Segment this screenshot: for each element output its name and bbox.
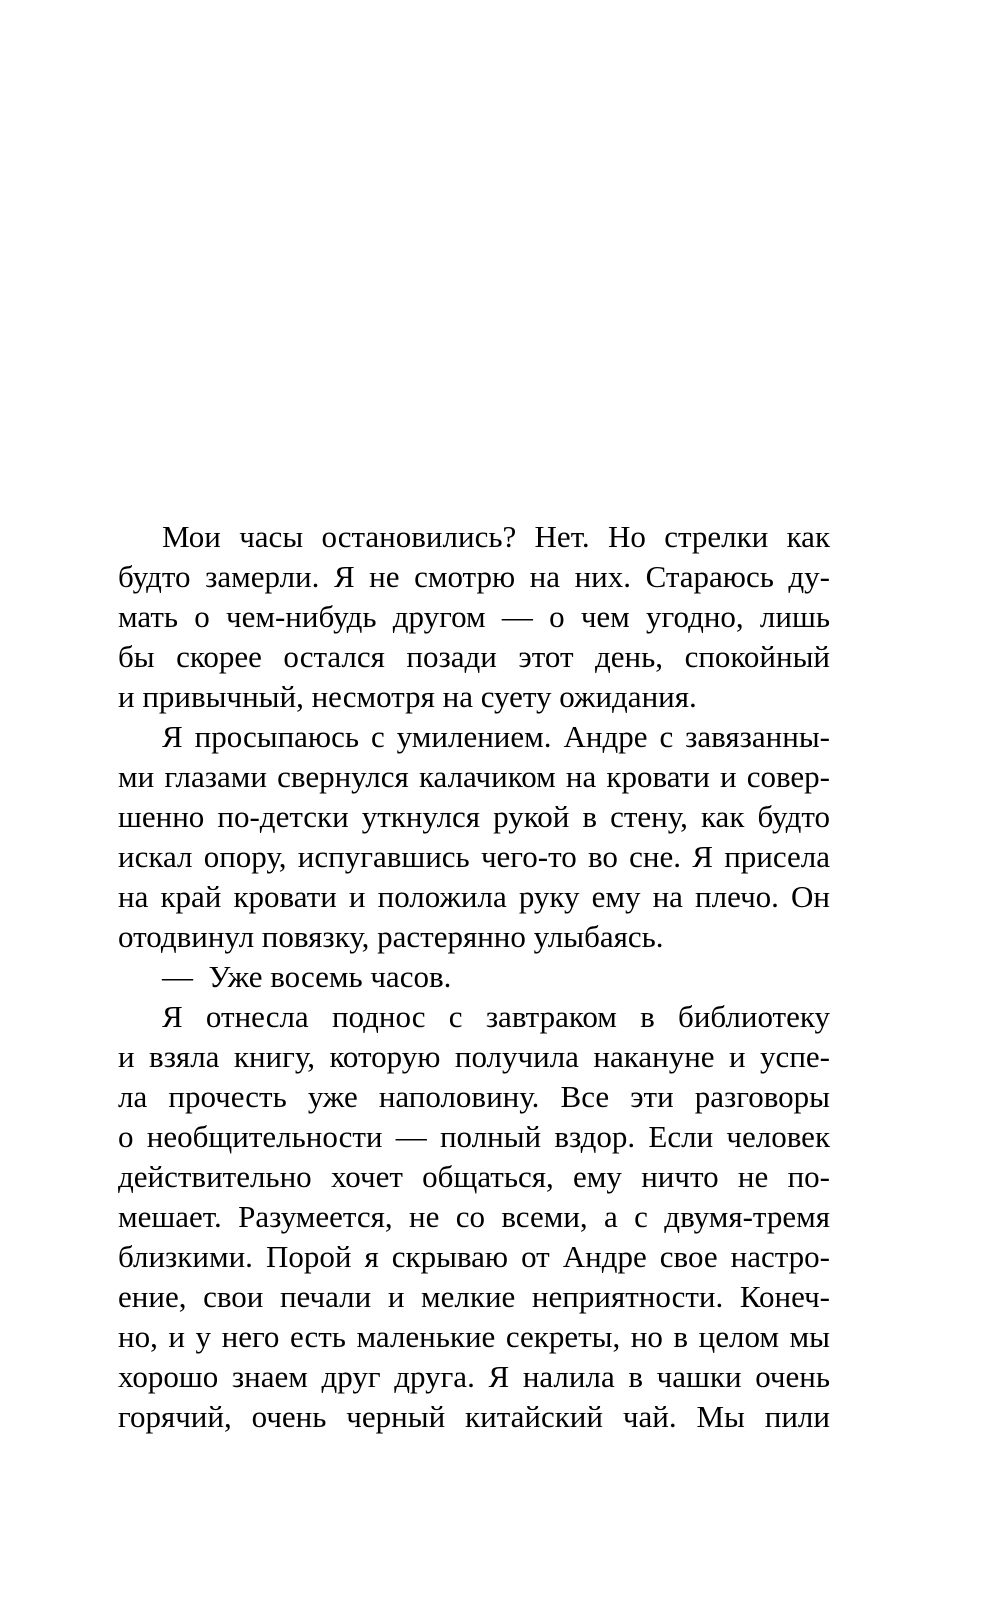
text-line: хорошо знаем друг друга. Я налила в чашки очень (118, 1359, 830, 1394)
text-line: будто замерли. Я не смотрю на них. Стараюсь ду- (118, 559, 830, 594)
dialogue-paragraph (118, 957, 830, 997)
paragraph (118, 717, 830, 957)
text-line: шенно по-детски уткнулся рукой в стену, как будто (118, 799, 830, 834)
text-line: Мои часы остановились? Нет. Но стрелки как (162, 519, 830, 554)
text-line: горячий, очень черный китайский чай. Мы пили (118, 1399, 830, 1434)
text-block (118, 517, 830, 1437)
text-line: мать о чем-нибудь другом — о чем угодно, лишь (118, 599, 830, 634)
text-line: — Уже восемь часов. (162, 959, 452, 994)
text-line: Я просыпаюсь с умилением. Андре с завязанны- (162, 719, 830, 754)
paragraph (118, 997, 830, 1437)
text-line: Я отнесла поднос с завтраком в библиотеку (162, 999, 830, 1034)
text-line: ение, свои печали и мелкие неприятности. Конеч- (118, 1279, 830, 1314)
text-line: и взяла книгу, которую получила накануне и успе- (118, 1039, 830, 1074)
text-line: бы скорее остался позади этот день, спокойный (118, 639, 830, 674)
text-line: искал опору, испугавшись чего-то во сне. Я присела (118, 839, 830, 874)
text-line: но, и у него есть маленькие секреты, но в целом мы (118, 1319, 830, 1354)
text-line: ла прочесть уже наполовину. Все эти разговоры (118, 1079, 830, 1114)
text-line: и привычный, несмотря на суету ожидания. (118, 679, 697, 714)
text-line: мешает. Разумеется, не со всеми, а с двумя-тремя (118, 1199, 830, 1234)
text-line: на край кровати и положила руку ему на плечо. Он (118, 879, 830, 914)
paragraph (118, 517, 830, 717)
text-line: близкими. Порой я скрываю от Андре свое настро- (118, 1239, 830, 1274)
text-line: о необщительности — полный вздор. Если человек (118, 1119, 830, 1154)
text-line: действительно хочет общаться, ему ничто не по- (118, 1159, 830, 1194)
text-line: отодвинул повязку, растерянно улыбаясь. (118, 919, 664, 954)
text-line: ми глазами свернулся калачиком на кровати и совер- (118, 759, 830, 794)
